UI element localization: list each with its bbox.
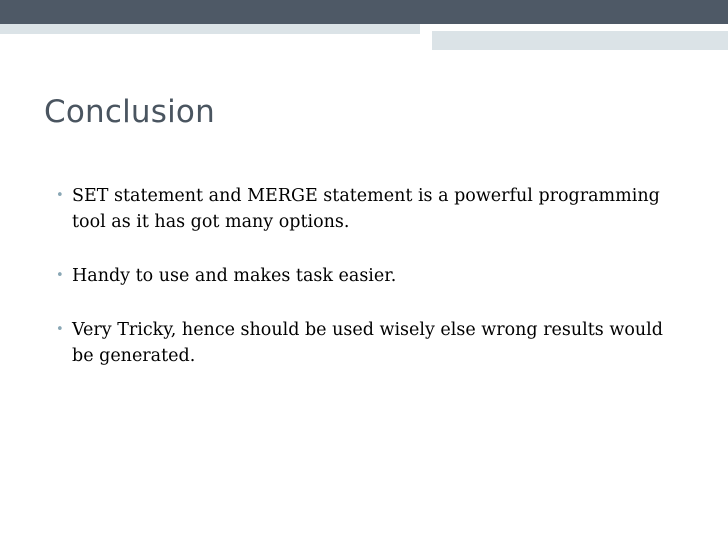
- bullet-text-3: Very Tricky, hence should be used wisely else wrong results would be generated.: [72, 320, 663, 366]
- header-band-light-right: [432, 31, 728, 50]
- bullet-text-2: Handy to use and makes task easier.: [72, 266, 397, 286]
- bullet-item-1: [56, 183, 676, 235]
- slide-title: Conclusion: [44, 94, 215, 130]
- bullet-item-3: [56, 317, 676, 369]
- bullet-text-1: SET statement and MERGE statement is a powerful programming tool as it has got many options.: [72, 186, 660, 232]
- header-band-dark: [0, 0, 728, 24]
- bullet-list: [56, 183, 676, 397]
- bullet-marker-icon: •: [56, 322, 64, 337]
- bullet-item-2: [56, 263, 676, 289]
- bullet-marker-icon: •: [56, 268, 64, 283]
- bullet-marker-icon: •: [56, 188, 64, 203]
- header-band-light-left: [0, 24, 420, 34]
